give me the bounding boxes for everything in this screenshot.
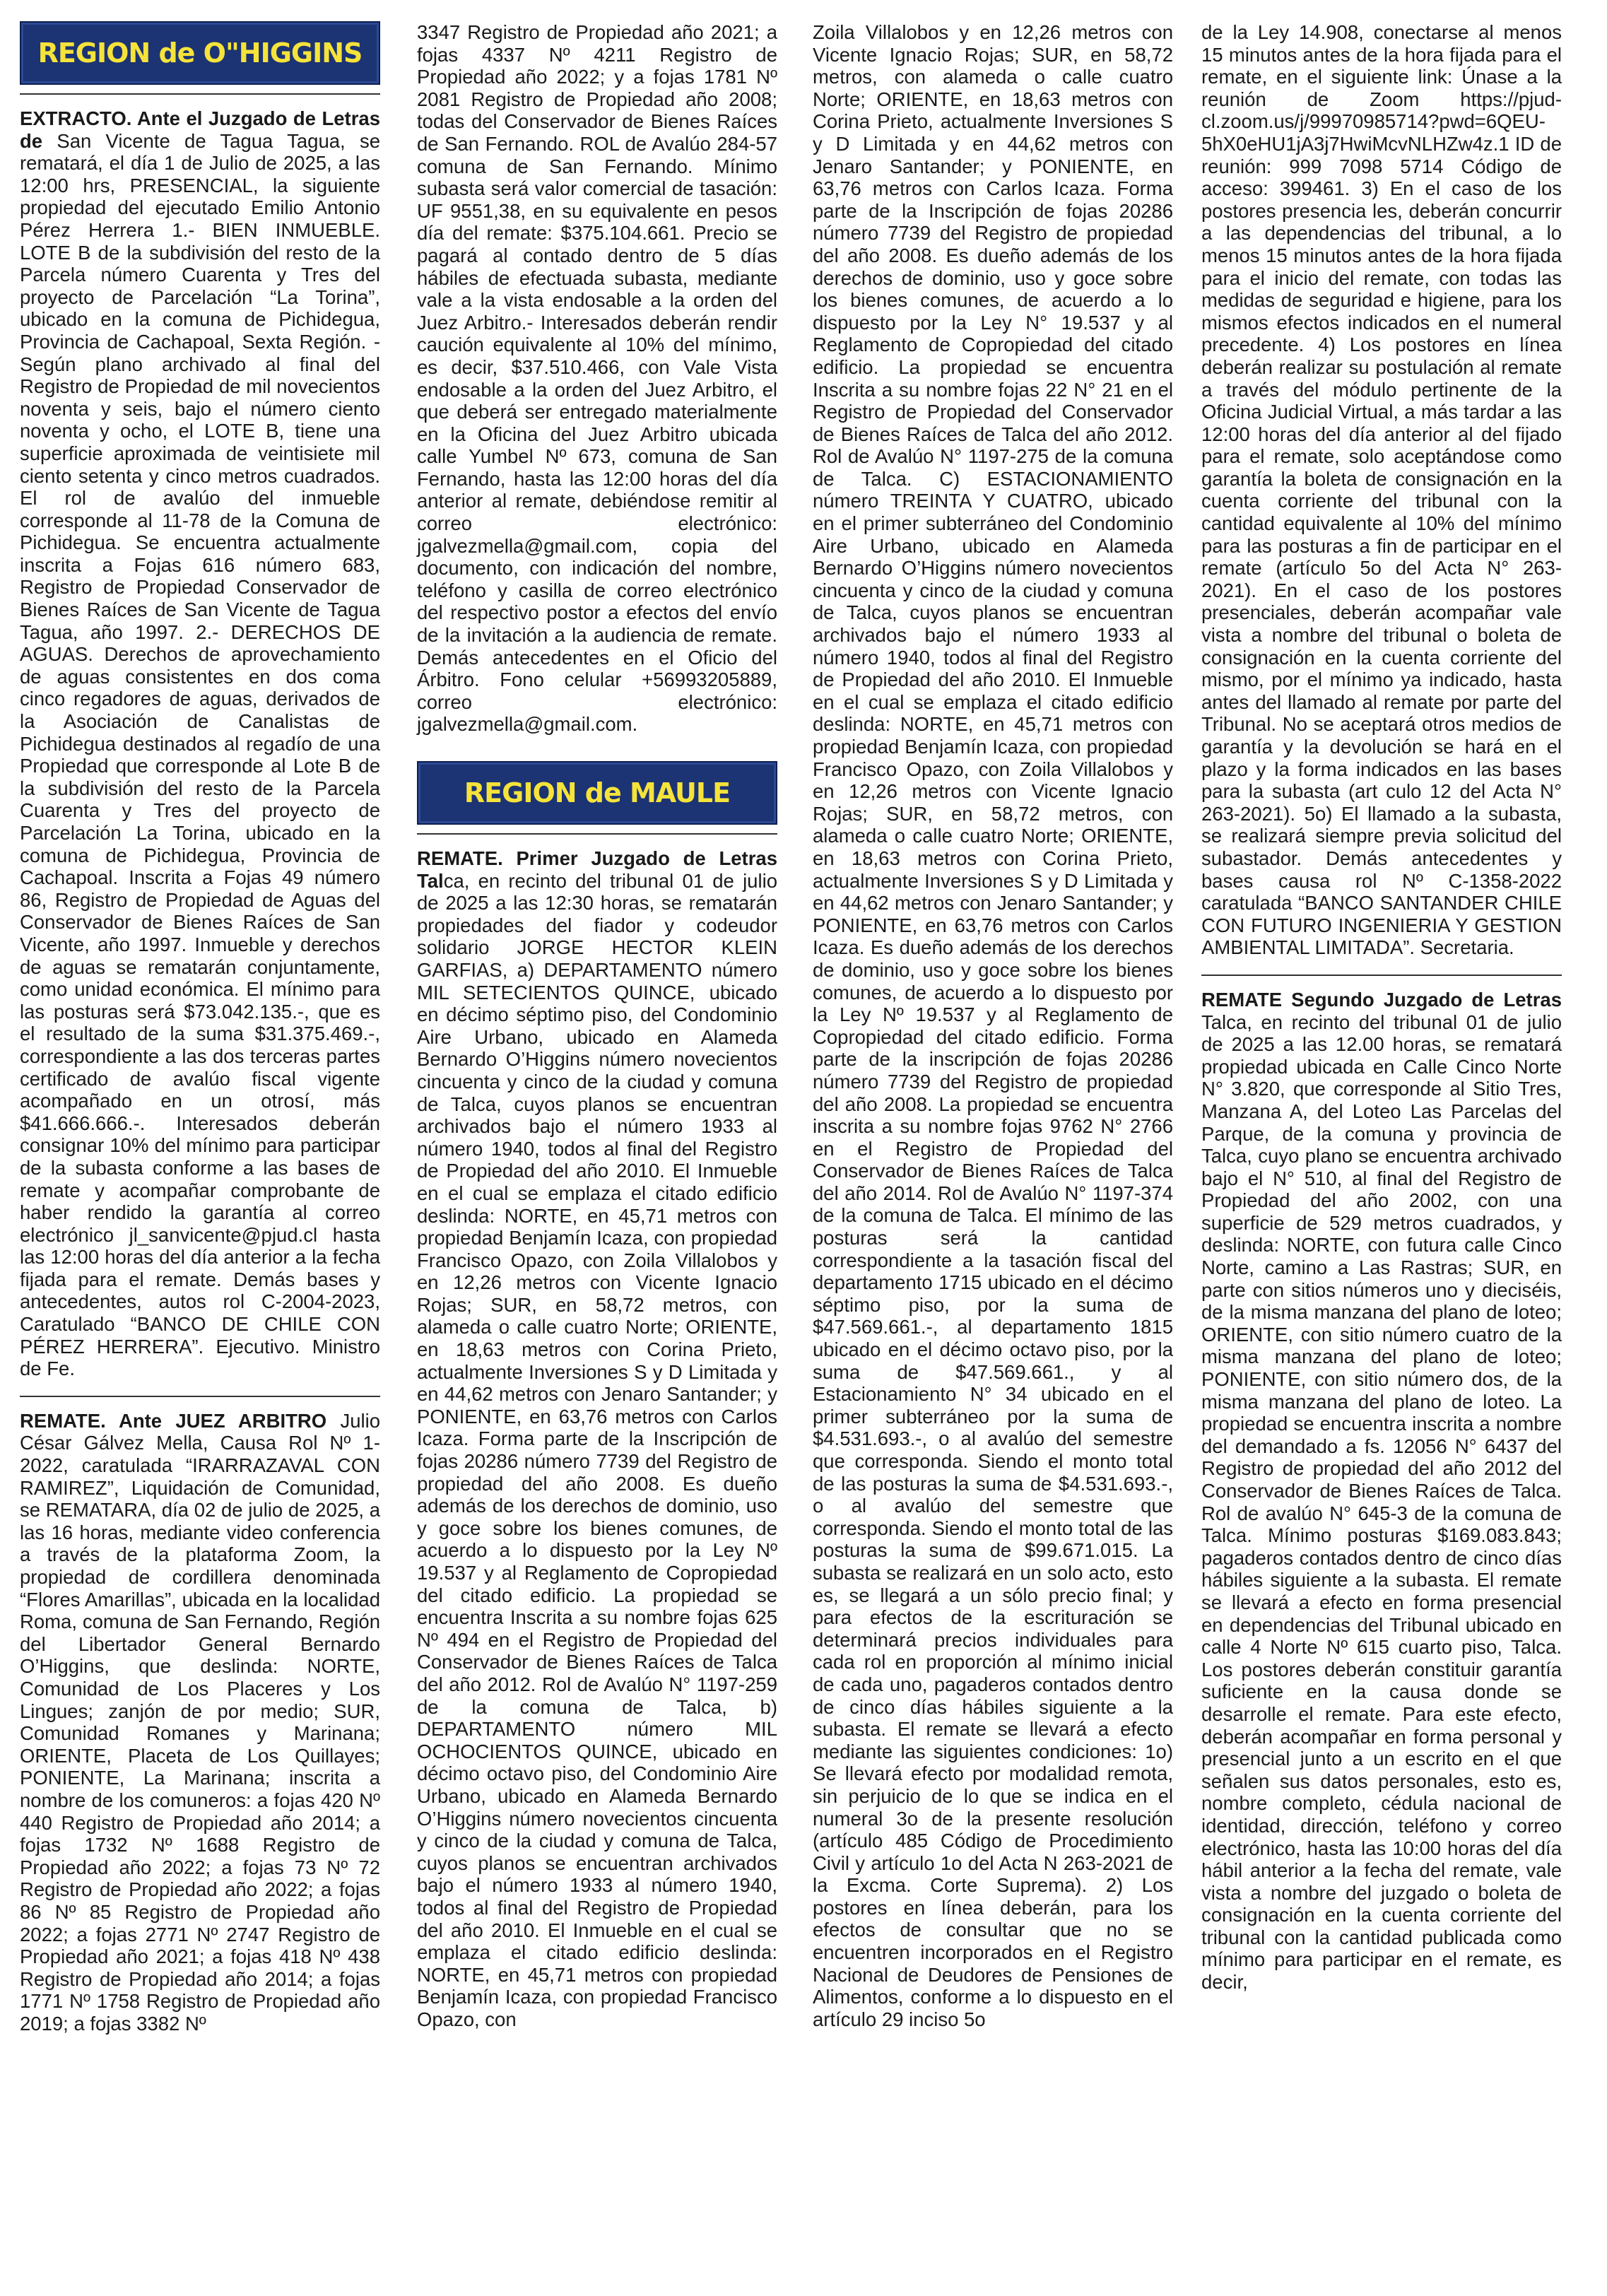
column-2: [417, 21, 777, 2030]
notice-lead: REMATE Segundo Juzgado de Letras: [1201, 988, 1562, 1011]
notice-body: de la Ley 14.908, conectarse al menos 15 minutos antes de la hora fijada para el remate, en el siguiente link: Únase a la reunión de Zoom https://pjud-cl.zoom.us/j/99970985714?pwd=6QEU-5hX0eHU1jA3j7HwiMcvNLHZw4z.1 ID de reunión: 999 7098 5714 Código de acceso: 399461. 3) En el caso de los postores presencia les, deberán concurrir a las dependencias del tribunal, a lo menos 15 minutos antes de la hora fijada para el inicio del remate, con todas las medidas de seguridad e higiene, para los mismos efectos indicados en el numeral precedente. 4) Los postores en línea deberán realizar su postulación al remate a través del módulo pertinente de la Oficina Judicial Virtual, a más tardar a las 12:00 horas del día anterior al del fijado para el remate, solo aceptándose como garantía la boleta de consignación en la cuenta corriente del tribunal con la cantidad equivalente al 10% del mínimo para las posturas a fin de participar en el remate (artículo 5o del Acta N° 263-2021). En el caso de los postores presenciales, deberán acompañar vale vista a nombre del tribunal o boleta de consignación en la cuenta corriente del mismo, por el mínimo ya indicado, hasta antes del llamado al remate por parte del Tribunal. No se aceptará otros medios de garantía y la devolución se hará en el plazo y la forma indicados en las bases para la subasta (art culo 12 del Acta N° 263-2021). 5o) El llamado a la subasta, se realizará siempre previa solicitud del subastador. Demás antecedentes y bases causa rol Nº C-1358-2022 caratulada “BANCO SANTANDER CHILE CON FUTURO INGENIERIA Y GESTION AMBIENTAL LIMITADA”. Secretaria.: [1201, 21, 1562, 959]
legal-notice-remate-juez-arbitro: [20, 1410, 380, 2035]
notice-lead: EXTRACTO. Ante el Juzgado de Letras de: [20, 107, 380, 152]
notice-body: 3347 Registro de Propiedad año 2021; a fojas 4337 Nº 4211 Registro de Propiedad año 2022; y a fojas 1781 Nº 2081 Registro de Propiedad año 2008; todas del Conservador de Bienes Raíces de San Fernando. ROL de Avalúo 284-57 comuna de San Fernando. Mínimo subasta será valor comercial de tasación: UF 9551,38, en su equivalente en pesos día del remate: $375.104.661. Precio se pagará al contado dentro de 5 días hábiles de efectuada subasta, mediante vale a la vista endosable a la orden del Juez Arbitro.- Interesados deberán rendir caución equivalente al 10% del mínimo, es decir, $37.510.466, con Vale Vista endosable a la orden del Juez Arbitro, el que deberá ser entregado materialmente en la Oficina del Juez Arbitro ubicada calle Yumbel Nº 673, comuna de San Fernando, hasta las 12:00 horas del día anterior al remate, debiéndose remitir al correo electrónico: jgalvezmella@gmail.com, copia del documento, con indicación del nombre, teléfono y casilla de correo electrónico del respectivo postor a efectos del envío de la invitación a la audiencia de remate. Demás antecedentes en el Oficio del Árbitro. Fono celular +56993205889, correo electrónico: jgalvezmella@gmail.com.: [417, 21, 777, 736]
column-1: [20, 21, 380, 2035]
legal-notice-remate-primer-juzgado-talca: [417, 847, 777, 2030]
notice-body: ca, en recinto del tribunal 01 de julio de 2025 a las 12:30 horas, se rematarán propiedades del fiador y codeudor solidario JORGE HECTOR KLEIN GARFIAS, a) DEPARTAMENTO número MIL SETECIENTOS QUINCE, ubicado en décimo séptimo piso, del Condominio Aire Urbano, ubicado en Alameda Bernardo O’Higgins número novecientos cincuenta y cinco de la ciudad y comuna de Talca, cuyos planos se encuentran archivados bajo el número 1933 al número 1940, todos al final del Registro de Propiedad del año 2010. El Inmueble en el cual se emplaza el citado edificio deslinda: NORTE, en 45,71 metros con propiedad Benjamín Icaza, con propiedad Francisco Opazo, con Zoila Villalobos y en 12,26 metros con Vicente Ignacio Rojas; SUR, en 58,72 metros, con alameda o calle cuatro Norte; ORIENTE, en 18,63 metros con Corina Prieto, actualmente Inversiones S y D Limitada y en 44,62 metros con Jenaro Santander; y PONIENTE, en 63,76 metros con Carlos Icaza. Forma parte de la Inscripción de fojas 20286 número 7739 del Registro de propiedad del año 2008. Es dueño además de los derechos de dominio, uso y goce sobre los bienes comunes, de acuerdo a lo dispuesto por la Ley Nº 19.537 y al Reglamento de Copropiedad del citado edificio. La propiedad se encuentra Inscrita a su nombre fojas 625 Nº 494 en el Registro de Propiedad del Conservador de Bienes Raíces de Talca del año 2012. Rol de Avalúo N° 1197-259 de la comuna de Talca, b) DEPARTAMENTO número MIL OCHOCIENTOS QUINCE, ubicado en décimo octavo piso, del Condominio Aire Urbano, ubicado en Alameda Bernardo O’Higgins número novecientos cincuenta y cinco de la ciudad y comuna de Talca, cuyos planos se encuentran archivados bajo el número 1933 al número 1940, todos al final del Registro de Propiedad del año 2010. El Inmueble en el cual se emplaza el citado edificio deslinda: NORTE, en 45,71 metros con propiedad Benjamín Icaza, con propiedad Francisco Opazo, con: [417, 869, 777, 2030]
legal-notice-remate-primer-juzgado-talca-continued: [813, 21, 1173, 2030]
notice-divider: [1201, 975, 1562, 976]
spacer: [417, 736, 777, 761]
notice-lead: REMATE. Primer Juzgado de Letras Tal: [417, 847, 777, 892]
section-banner-ohiggins: REGION de O"HIGGINS: [20, 21, 380, 85]
column-4: [1201, 21, 1562, 1994]
notice-body: San Vicente de Tagua Tagua, se rematará, el día 1 de Julio de 2025, a las 12:00 hrs, PRESENCIAL, la siguiente propiedad del ejecutado Emilio Antonio Pérez Herrera 1.- BIEN INMUEBLE. LOTE B de la subdivisión del resto de la Parcela número Cuarenta y Tres del proyecto de Parcelación “La Torina”, ubicado en la comuna de Pichidegua, Provincia de Cachapoal, Sexta Región. - Según plano archivado al final del Registro de Propiedad de mil novecientos noventa y seis, bajo el número ciento noventa y ocho, el LOTE B, tiene una superficie aproximada de veintisiete mil ciento setenta y cinco metros cuadrados. El rol de avalúo del inmueble corresponde al 11-78 de la Comuna de Pichidegua. Se encuentra actualmente inscrita a Fojas 616 número 683, Registro de Propiedad Conservador de Bienes Raíces de San Vicente de Tagua Tagua, año 1997. 2.- DERECHOS DE AGUAS. Derechos de aprovechamiento de aguas consistentes en dos coma cinco regadores de aguas, derivados de la Asociación de Canalistas de Pichidegua destinados al regadío de una Propiedad que corresponde al Lote B de la subdivisión del resto de la Parcela Cuarenta y Tres del proyecto de Parcelación La Torina, ubicado en la comuna de Pichidegua, Provincia de Cachapoal. Inscrita a Fojas 49 número 86, Registro de Propiedad de Aguas del Conservador de Bienes Raíces de San Vicente, año 1997. Inmueble y derechos de aguas se rematarán conjuntamente, como unidad económica. El mínimo para las posturas será $73.042.135.-, que es el resultado de la suma $31.375.469.-, correspondiente a las dos terceras partes certificado de avalúo fiscal vigente acompañado en un otrosí, más $41.666.666.-. Interesados deberán consignar 10% del mínimo para participar de la subasta conforme a las bases de remate y acompañar comprobante de haber rendido la garantía al correo electrónico jl_sanvicente@pjud.cl hasta las 12:00 horas del día anterior a la fecha fijada para el remate. Demás bases y antecedentes, autos rol C-2004-2023, Caratulado “BANCO DE CHILE CON PÉREZ HERRERA”. Ejecutivo. Ministro de Fe.: [20, 129, 380, 1380]
notice-body: Talca, en recinto del tribunal 01 de julio de 2025 a las 12.00 horas, se rematará propiedad ubicada en Calle Cinco Norte N° 3.820, que corresponde al Sitio Tres, Manzana A, del Loteo Las Parcelas del Parque, de la comuna y provincia de Talca, cuyo plano se encuentra archivado bajo el N° 510, al final del Registro de Propiedad del año 2002, con una superficie de 529 metros cuadrados, y deslinda: NORTE, con futura calle Cinco Norte, camino a Las Rastras; SUR, en parte con sitios números uno y dieciséis, de la misma manzana del plano de loteo; ORIENTE, con sitio número cuatro de la misma manzana del plano de loteo; PONIENTE, con sitio número dos, de la misma manzana del plano de loteo. La propiedad se encuentra inscrita a nombre del demandado a fs. 12056 N° 6437 del Registro de propiedad del año 2012 del Conservador de Bienes Raíces de Talca. Rol de avalúo N° 645-3 de la comuna de Talca. Mínimo posturas $169.083.843; pagaderos contados dentro de cinco días hábiles siguiente a la subasta. El remate se llevará a efecto en forma presencial en dependencias del Tribunal ubicado en calle 4 Norte Nº 615 cuarto piso, Talca. Los postores deberán constituir garantía suficiente en la causa donde se desarrolle el remate. Para este efecto, deberán acompañar en forma personal y presencial junto a un escrito en el que señalen sus datos personales, esto es, nombre completo, cédula nacional de identidad, dirección, teléfono y correo electrónico, hasta las 10:00 horas del día hábil anterior a la fecha del remate, vale vista a nombre del juzgado o boleta de consignación en la cuenta corriente del tribunal con la cantidad publicada como mínimo para participar en el remate, es decir,: [1201, 1011, 1562, 1994]
legal-notice-extracto-san-vicente: [20, 107, 380, 1380]
notice-body: Zoila Villalobos y en 12,26 metros con Vicente Ignacio Rojas; SUR, en 58,72 metros, con alameda o calle cuatro Norte; ORIENTE, en 18,63 metros con Corina Prieto, actualmente Inversiones S y D Limitada y en 44,62 metros con Jenaro Santander; y PONIENTE, en 63,76 metros con Carlos Icaza. Forma parte de la Inscripción de fojas 20286 número 7739 del Registro de propiedad del año 2008. Es dueño además de los derechos de dominio, uso y goce sobre los bienes comunes, de acuerdo a lo dispuesto por la Ley N° 19.537 y al Reglamento de Copropiedad del citado edificio. La propiedad se encuentra Inscrita a su nombre fojas 22 N° 21 en el Registro de Propiedad del Conservador de Bienes Raíces de Talca del año 2012. Rol de Avalúo N° 1197-275 de la comuna de Talca. C) ESTACIONAMIENTO número TREINTA Y CUATRO, ubicado en el primer subterráneo del Condominio Aire Urbano, ubicado en Alameda Bernardo O’Higgins número novecientos cincuenta y cinco de la ciudad y comuna de Talca, cuyos planos se encuentran archivados bajo el número 1933 al número 1940, todos al final del Registro de Propiedad del año 2010. El Inmueble en el cual se emplaza el citado edificio deslinda: NORTE, en 45,71 metros con propiedad Benjamín Icaza, con propiedad Francisco Opazo, con Zoila Villalobos y en 12,26 metros con Vicente Ignacio Rojas; SUR, en 58,72 metros, con alameda o calle cuatro Norte; ORIENTE, en 18,63 metros con Corina Prieto, actualmente Inversiones S y D Limitada y en 44,62 metros con Jenaro Santander; y PONIENTE, en 63,76 metros con Carlos Icaza. Es dueño además de los derechos de dominio, uso y goce sobre los bienes comunes, de acuerdo a lo dispuesto por la Ley Nº 19.537 y al Reglamento de Copropiedad del citado edificio. Forma parte de la inscripción de fojas 20286 número 7739 del Registro de propiedad del año 2008. La propiedad se encuentra inscrita a su nombre fojas 9762 N° 2766 en el Registro de Propiedad del Conservador de Bienes Raíces de Talca del año 2014. Rol de Avalúo N° 1197-374 de la comuna de Talca. El mínimo de las posturas será la cantidad correspondiente a la tasación fiscal del departamento 1715 ubicado en el décimo séptimo piso, por la suma de $47.569.661.-, al departamento 1815 ubicado en el décimo octavo piso, por la suma de $47.569.661., y al Estacionamiento N° 34 ubicado en el primer subterráneo por la suma de $4.531.693.-, o al avalúo del semestre que corresponda. Siendo el monto total de las posturas la suma de $4.531.693.-, o al avalúo del semestre que corresponda. Siendo el monto total de las posturas la suma de $99.671.015. La subasta se realizará en un solo acto, esto es, se llegará a un sólo precio final; y para efectos de la escrituración se determinará precios individuales para cada rol en proporción al mínimo inicial de cada uno, pagaderos contados dentro de cinco días hábiles siguiente a la subasta. El remate se llevará a efecto mediante las siguientes condiciones: 1o) Se llevará efecto por modalidad remota, sin perjuicio de lo que se indica en el numeral 3o de la presente resolución (artículo 485 Código de Procedimiento Civil y artículo 1o del Acta N 263-2021 de la Excma. Corte Suprema). 2) Los postores en línea deberán, para los efectos de consultar que no se encuentren incorporados en el Registro Nacional de Deudores de Pensiones de Alimentos, conforme a lo dispuesto en el artículo 29 inciso 5o: [813, 21, 1173, 2030]
section-header-ohiggins: [20, 21, 380, 95]
notice-lead: REMATE. Ante JUEZ ARBITRO: [20, 1409, 327, 1432]
legal-notice-remate-primer-juzgado-talca-end: [1201, 21, 1562, 959]
notice-divider: [20, 1396, 380, 1397]
column-3: [813, 21, 1173, 2030]
section-banner-maule: REGION de MAULE: [417, 761, 777, 825]
legal-notice-remate-juez-arbitro-continued: [417, 21, 777, 736]
notice-body: Julio César Gálvez Mella, Causa Rol Nº 1-2022, caratulada “IRARRAZAVAL CON RAMIREZ”, Liquidación de Comunidad, se REMATARA, día 02 de julio de 2025, a las 16 horas, mediante video conferencia a través de la plataforma Zoom, la propiedad de cordillera denominada “Flores Amarillas”, ubicada en la localidad Roma, comuna de San Fernando, Región del Libertador General Bernardo O’Higgins, que deslinda: NORTE, Comunidad de Los Placeres y Los Lingues; zanjón de por medio; SUR, Comunidad Romanes y Marinana; ORIENTE, Placeta de Los Quillayes; PONIENTE, La Marinana; inscrita a nombre de los comuneros: a fojas 420 Nº 440 Registro de Propiedad año 2014; a fojas 1732 Nº 1688 Registro de Propiedad año 2022; a fojas 73 Nº 72 Registro de Propiedad año 2022; a fojas 86 Nº 85 Registro de Propiedad año 2022; a fojas 2771 Nº 2747 Registro de Propiedad año 2021; a fojas 418 Nº 438 Registro de Propiedad año 2014; a fojas 1771 Nº 1758 Registro de Propiedad año 2019; a fojas 3382 Nº: [20, 1409, 381, 2035]
legal-notice-remate-segundo-juzgado-talca: [1201, 989, 1562, 1994]
section-header-maule: [417, 761, 777, 835]
